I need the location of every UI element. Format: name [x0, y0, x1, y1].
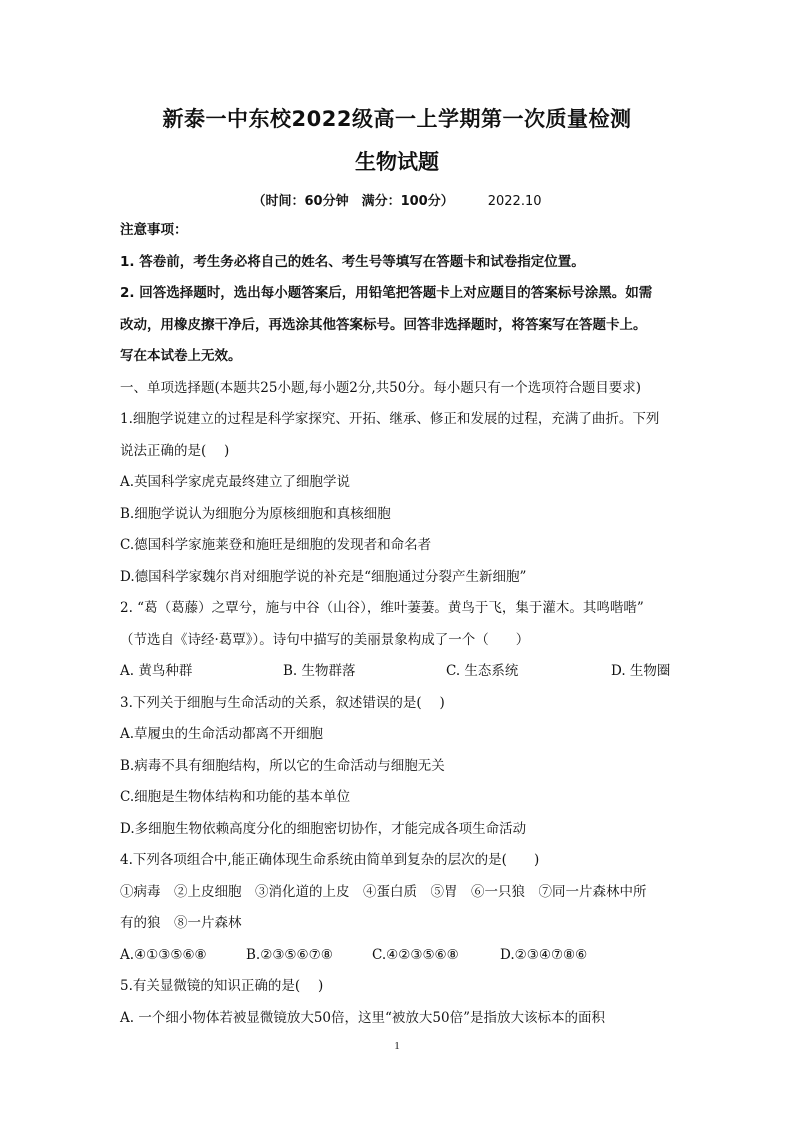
notice-item-2-end: 写在本试卷上无效。 [120, 348, 242, 364]
notice-heading: 注意事项： [120, 222, 188, 238]
q1-option-a: A.英国科学家虎克最终建立了细胞学说 [120, 474, 351, 490]
q1-option-c: C.德国科学家施莱登和施旺是细胞的发现者和命名者 [120, 537, 432, 553]
notice-item-1: 1. 答卷前，考生务必将自己的姓名、考生号等填写在答题卡和试卷指定位置。 [120, 253, 585, 270]
q4-option-a: A.④①③⑤⑥⑧ [120, 946, 207, 963]
q1-option-d: D.德国科学家魏尔肖对细胞学说的补充是“细胞通过分裂产生新细胞” [120, 568, 527, 585]
q4-stem: 4.下列各项组合中,能正确体现生命系统由简单到复杂的层次的是( ) [120, 852, 540, 868]
time-score-info: （时间：60分钟 满分：100分） [252, 194, 454, 209]
notice-item-2: 2. 回答选择题时，选出每小题答案后，用铅笔把答题卡上对应题目的答案标号涂黑。如需 [120, 285, 653, 301]
q4-items-cont: 有的狼 ⑧一片森林 [120, 915, 242, 931]
q5-option-a: A. 一个细小物体若被显微镜放大50倍，这里“被放大50倍”是指放大该标本的面积 [120, 1009, 605, 1026]
exam-date: 2022.10 [487, 194, 542, 209]
q4-option-b: B.②③⑤⑥⑦⑧ [246, 946, 333, 963]
q3-option-b: B.病毒不具有细胞结构，所以它的生命活动与细胞无关 [120, 757, 445, 774]
exam-title: 新泰一中东校2022级高一上学期第一次质量检测 [162, 107, 632, 131]
q1-stem-cont: 说法正确的是( ) [120, 442, 230, 459]
q2-option-a: A. 黄鸟种群 [120, 663, 193, 679]
q1-option-b: B.细胞学说认为细胞分为原核细胞和真核细胞 [120, 505, 391, 522]
section-heading: 一、单项选择题(本题共25小题,每小题2分,共50分。每小题只有一个选项符合题目要求) [120, 379, 642, 396]
q4-option-c: C.④②③⑤⑥⑧ [372, 946, 459, 963]
q2-option-c: C. 生态系统 [446, 663, 519, 679]
exam-info [0, 190, 794, 209]
q2-stem: 2. “葛（葛藤）之覃兮，施与中谷（山谷），维叶萋萋。黄鸟于飞，集于灌木。其鸣喈喈” [120, 600, 644, 616]
subject-title: 生物试题 [355, 150, 439, 174]
q3-option-a: A.草履虫的生命活动都离不开细胞 [120, 726, 324, 742]
notice-item-2-cont: 改动，用橡皮擦干净后，再选涂其他答案标号。回答非选择题时，将答案写在答题卡上。 [120, 316, 647, 333]
q4-option-d: D.②③④⑦⑧⑥ [500, 946, 588, 963]
page-number: 1 [394, 1040, 400, 1052]
q4-items: ①病毒 ②上皮细胞 ③消化道的上皮 ④蛋白质 ⑤胃 ⑥一只狼 ⑦同一片森林中所 [120, 883, 647, 900]
q4-options [120, 940, 680, 972]
q2-stem-cont: （节选自《诗经·葛覃》）。诗句中描写的美丽景象构成了一个（ ） [120, 631, 530, 648]
q3-option-c: C.细胞是生物体结构和功能的基本单位 [120, 789, 351, 805]
q2-option-d: D. 生物圈 [611, 663, 671, 679]
exam-body [120, 215, 680, 1034]
q1-stem: 1.细胞学说建立的过程是科学家探究、开拓、继承、修正和发展的过程，充满了曲折。下列 [120, 411, 660, 427]
q3-stem: 3.下列关于细胞与生命活动的关系，叙述错误的是( ) [120, 694, 445, 711]
q2-options [120, 656, 680, 688]
q3-option-d: D.多细胞生物依赖高度分化的细胞密切协作，才能完成各项生命活动 [120, 820, 527, 837]
q2-option-b: B. 生物群落 [283, 663, 356, 679]
q5-stem: 5.有关显微镜的知识正确的是( ) [120, 978, 324, 994]
